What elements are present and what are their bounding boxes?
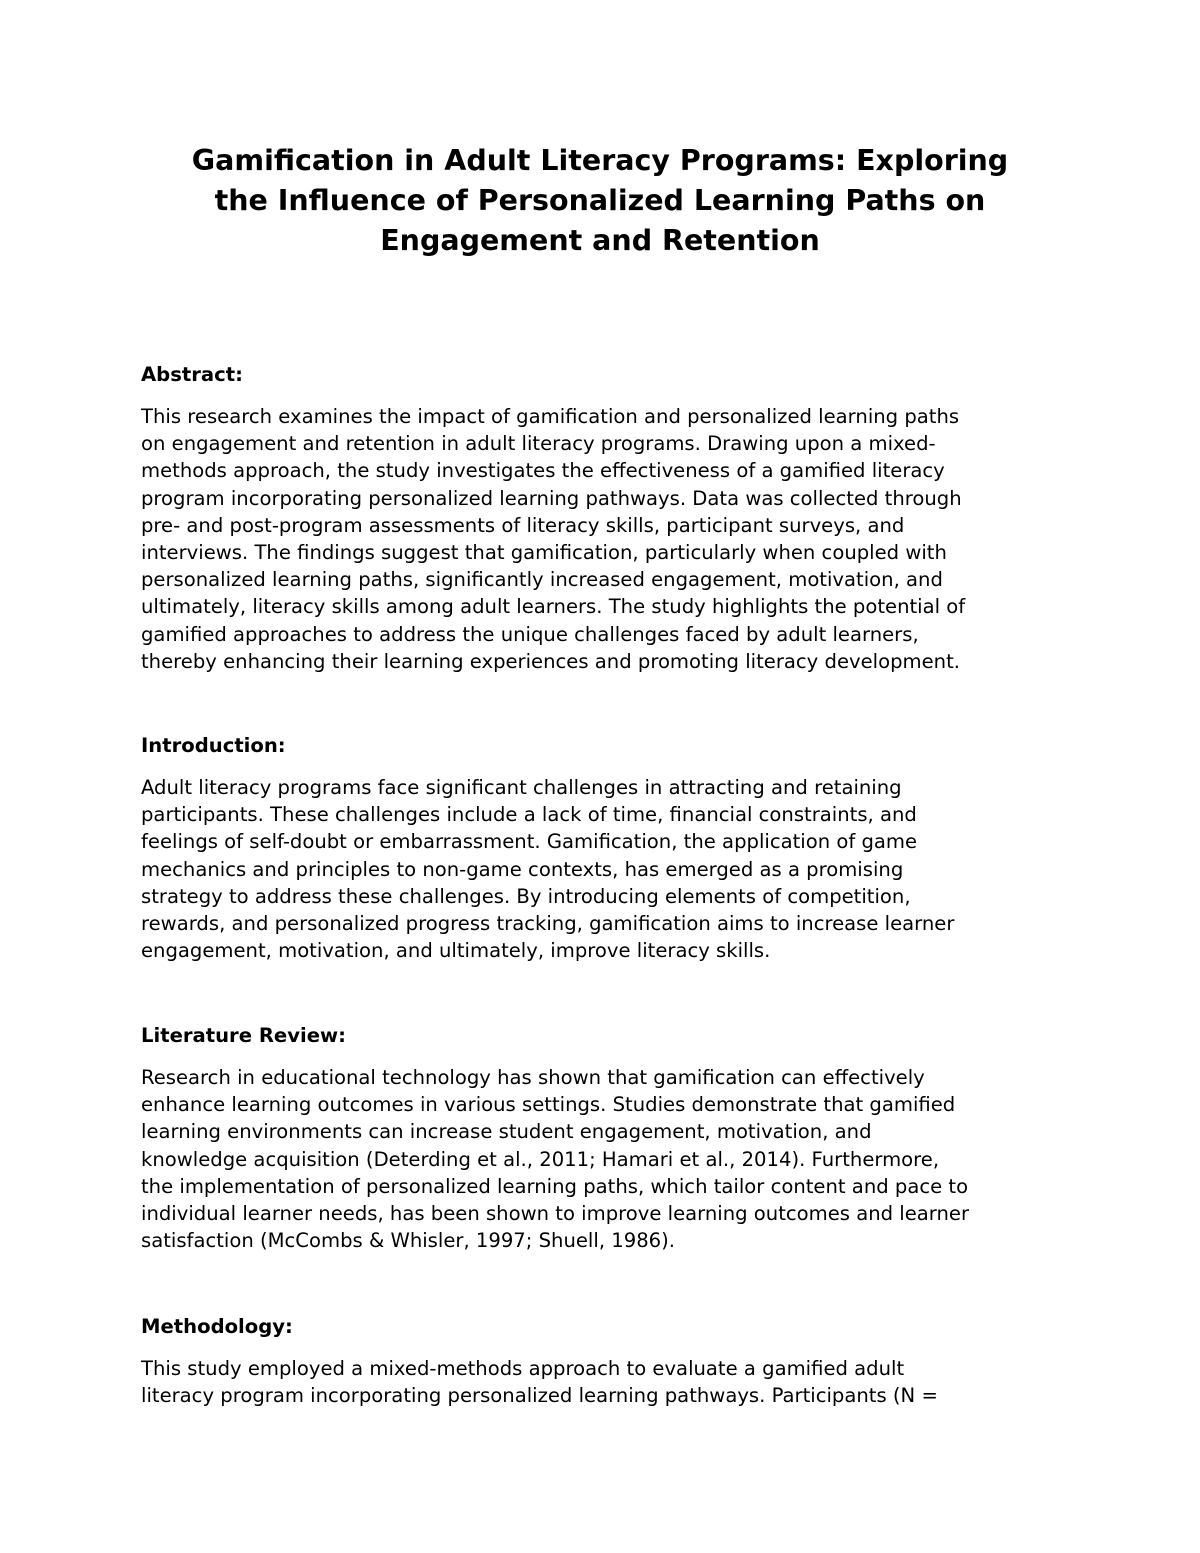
text-line: gamified approaches to address the unique challenges faced by adult learners, (141, 622, 919, 646)
section-methodology (141, 1313, 1071, 1409)
text-line: engagement, motivation, and ultimately, improve literacy skills. (141, 939, 771, 963)
text-line: program incorporating personalized learning pathways. Data was collected through (141, 486, 962, 510)
text-line: pre- and post-program assessments of literacy skills, participant surveys, and (141, 513, 905, 537)
text-line: individual learner needs, has been shown to improve learning outcomes and learner (141, 1202, 970, 1226)
text-line: This research examines the impact of gamification and personalized learning paths (141, 405, 960, 428)
title-line: Engagement and Retention (380, 224, 820, 257)
section-body (141, 1355, 1071, 1409)
text-line: ultimately, literacy skills among adult learners. The study highlights the potential of (141, 595, 966, 619)
text-line: Adult literacy programs face significant challenges in attracting and retaining (141, 776, 902, 799)
text-line: mechanics and principles to non-game contexts, has emerged as a promising (141, 857, 904, 881)
section-abstract (141, 361, 1071, 675)
text-line: satisfaction (McCombs & Whisler, 1997; Shuell, 1986). (141, 1229, 676, 1253)
text-line: methods approach, the study investigates the effectiveness of a gamified literacy (141, 459, 945, 483)
text-line: Research in educational technology has shown that gamification can effectively (141, 1066, 925, 1089)
section-heading: Methodology: (141, 1315, 293, 1338)
text-line: interviews. The findings suggest that gamification, particularly when coupled with (141, 541, 947, 565)
section-literature-review (141, 1022, 1071, 1254)
text-line: personalized learning paths, significantly increased engagement, motivation, and (141, 568, 943, 592)
title-line: the Influence of Personalized Learning Paths on (214, 184, 986, 217)
text-line: knowledge acquisition (Deterding et al., 2011; Hamari et al., 2014). Furthermore, (141, 1147, 940, 1171)
text-line: enhance learning outcomes in various settings. Studies demonstrate that gamified (141, 1093, 956, 1117)
text-line: on engagement and retention in adult literacy programs. Drawing upon a mixed- (141, 432, 936, 456)
section-body (141, 774, 1071, 964)
text-line: learning environments can increase student engagement, motivation, and (141, 1120, 872, 1144)
text-line: strategy to address these challenges. By introducing elements of competition, (141, 884, 911, 908)
text-line: This study employed a mixed-methods approach to evaluate a gamified adult (141, 1357, 905, 1380)
section-body (141, 403, 1071, 675)
text-line: the implementation of personalized learning paths, which tailor content and pace to (141, 1174, 969, 1198)
section-introduction (141, 732, 1071, 964)
paper-title (120, 141, 1080, 261)
section-heading: Introduction: (141, 734, 286, 757)
text-line: participants. These challenges include a lack of time, financial constraints, and (141, 803, 917, 827)
section-heading: Literature Review: (141, 1024, 346, 1047)
text-line: feelings of self-doubt or embarrassment. Gamification, the application of game (141, 830, 918, 854)
text-line: literacy program incorporating personalized learning pathways. Participants (N = (141, 1384, 938, 1408)
section-body (141, 1064, 1071, 1254)
title-line: Gamification in Adult Literacy Programs: Exploring (191, 144, 1009, 177)
text-line: thereby enhancing their learning experiences and promoting literacy development. (141, 649, 960, 673)
section-heading: Abstract: (141, 363, 243, 386)
text-line: rewards, and personalized progress tracking, gamification aims to increase learner (141, 912, 955, 936)
